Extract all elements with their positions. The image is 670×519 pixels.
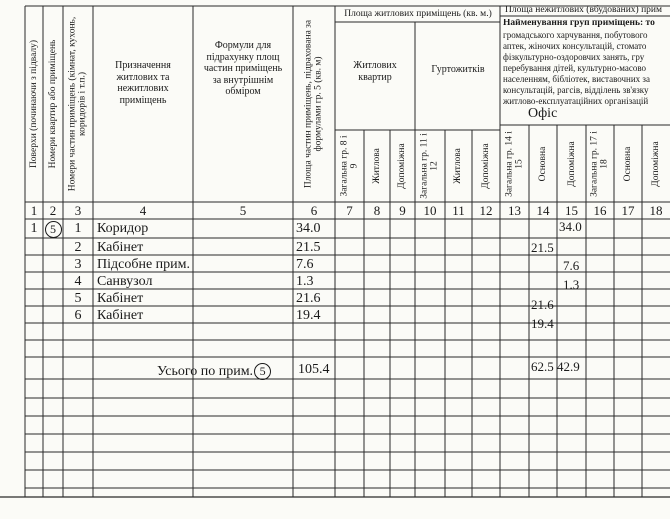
subheader-aux-9: Допоміжна [396,143,407,189]
room-area: 1.3 [296,274,314,289]
column-number: 1 [30,203,38,218]
total-area: 105.4 [298,362,330,377]
header-purpose: Призначення житлових та нежитлових приміщень [115,60,171,106]
room-name: Кабінет [97,240,144,255]
column-number: 7 [346,203,353,218]
groups-line: громадського харчування, побутового [503,29,648,40]
room-name: Санвузол [97,274,153,289]
room-number: 4 [74,274,82,289]
header-dormitories: Гуртожитків [431,64,485,75]
room-area: 7.6 [296,257,314,272]
column-number: 12 [479,203,493,218]
room-aux-area: 34.0 [559,219,582,234]
room-aux-area: 7.6 [563,258,580,273]
total-apartment-circle: 5 [254,363,271,380]
room-name: Кабінет [97,291,144,306]
column-number: 14 [536,203,550,218]
total-aux-area: 42.9 [557,359,580,374]
subheader-main-17: Основна [622,146,633,182]
room-number: 5 [74,291,82,306]
total-label [157,363,271,380]
column-number: 11 [452,203,465,218]
room-number: 1 [74,221,82,236]
subheader-living-11: Житлова [452,148,463,184]
column-number: 16 [593,203,607,218]
header-area-by-formula: Площа частин приміщень, підрахована за формулами гр. 5 (кв. м) [303,19,324,189]
subheader-aux-15: Допоміжна [566,141,577,187]
room-name: Підсобне прим. [97,257,191,272]
room-area: 21.5 [296,240,321,255]
room-area: 19.4 [296,308,321,323]
column-number: 15 [565,203,578,218]
room-number: 2 [74,240,82,255]
column-number: 8 [373,203,381,218]
subheader-aux-12: Допоміжна [480,143,491,189]
room-main-area: 21.6 [531,297,554,312]
header-apartment-number: Номери квартир або приміщень [47,39,58,169]
column-number: 17 [621,203,635,218]
header-residential-area: Площа житлових приміщень (кв. м.) [344,9,492,19]
column-number: 2 [49,203,57,218]
subheader-total-10: Загальна гр. 11 і 12 [419,133,440,199]
room-name: Кабінет [97,308,144,323]
column-number: 9 [399,203,406,218]
subheader-total-16: Загальна гр. 17 і 18 [589,131,610,197]
column-number: 10 [423,203,437,218]
subheader-total-7: Загальна гр. 8 і 9 [339,135,360,197]
header-floor: Поверхи (починаючи з підвалу) [28,39,39,169]
column-number: 18 [649,203,663,218]
groups-title: Найменування груп приміщень: то [503,19,655,28]
apartment-number-circle: 5 [45,221,62,238]
room-name: Коридор [97,221,149,236]
header-office: Офіс [528,106,558,121]
column-number: 6 [310,203,318,218]
header-room-number: Номери частин приміщень (кімнат, кухонь, коридорів і т.п.) [67,16,88,192]
groups-line: аптек, жіночих консультацій, стомато [503,40,647,51]
room-aux-area: 1.3 [563,277,580,292]
room-area: 34.0 [296,221,321,236]
floor-number: 1 [30,221,38,236]
room-area: 21.6 [296,291,321,306]
apartment-number [43,221,63,238]
subheader-total-13: Загальна гр. 14 і 15 [504,131,525,197]
total-main-area: 62.5 [531,359,554,374]
header-nonresidential-area: Площа нежитлових (вбудованих) прим [505,5,663,15]
column-number: 3 [74,203,82,218]
column-number: 4 [139,203,147,218]
column-number: 13 [508,203,521,218]
header-formulas: Формули для підрахунку площ частин приміщень за внутрішнім обміром [203,40,283,97]
room-number: 6 [74,308,82,323]
subheader-main-14: Основна [537,146,548,182]
subheader-aux-18: Допоміжна [650,141,661,187]
groups-line: фізкультурно-оздоровчих занять, гру [503,51,645,62]
header-apartments: Житлових квартир [353,60,397,83]
groups-line: консультацій, рагсів, відділень зв'язку [503,84,649,95]
groups-line: житлово-експлуатаційних організацій [503,95,649,106]
room-main-area: 21.5 [531,240,554,255]
total-label-text: Усього по прим. [157,364,254,379]
subheader-living-8: Житлова [371,148,382,184]
groups-line: перебування дітей, культурно-масово [503,62,647,73]
groups-line: населенням, бібліотек, виставочних за [503,73,650,84]
column-number: 5 [239,203,247,218]
room-number: 3 [74,257,82,272]
room-main-area: 19.4 [531,316,554,331]
